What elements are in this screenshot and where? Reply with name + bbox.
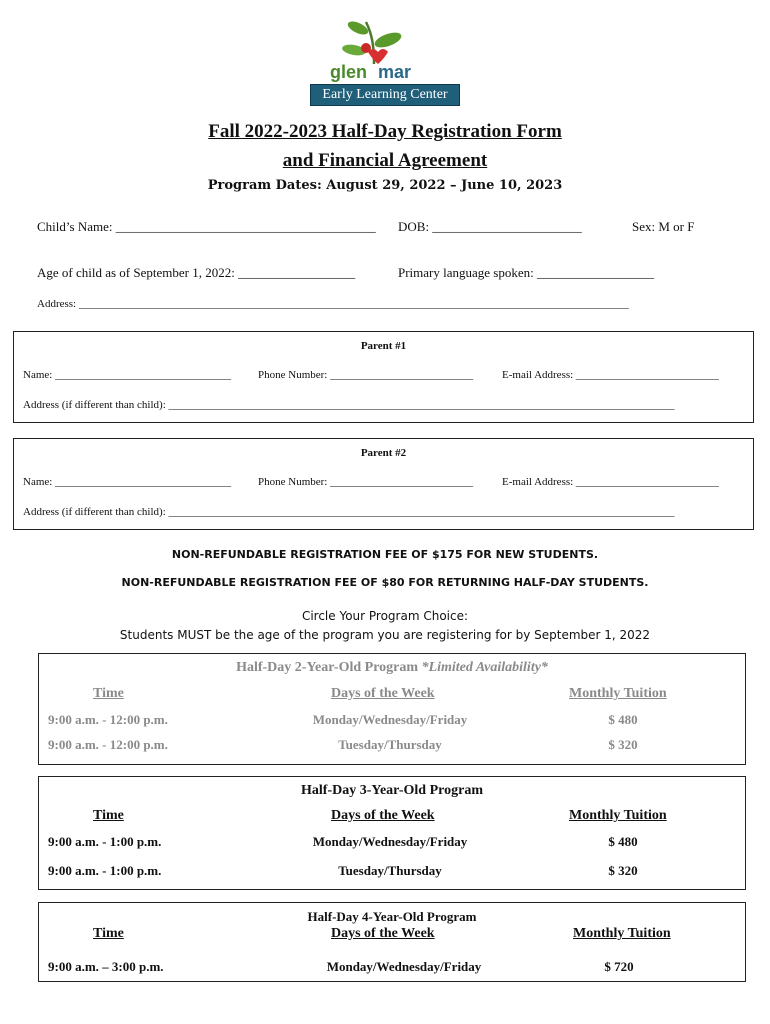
row-time: 9:00 a.m. - 1:00 p.m. bbox=[48, 863, 162, 878]
language-field[interactable]: Primary language spoken: __________________ bbox=[398, 265, 654, 280]
col-time: Time bbox=[93, 926, 124, 941]
col-days: Days of the Week bbox=[331, 926, 435, 941]
child-address-field[interactable]: Address: ____________________________________________________________________________________________________ bbox=[37, 298, 629, 310]
circle-choice-instruction: Circle Your Program Choice: bbox=[301, 609, 469, 623]
program-dates: Program Dates: August 29, 2022 – June 10, 2023 bbox=[207, 178, 563, 193]
sex-field[interactable]: Sex: M or F bbox=[632, 219, 695, 234]
logo-word-glen: glen bbox=[330, 62, 368, 82]
parent1-email-field[interactable]: E-mail Address: __________________________ bbox=[502, 369, 719, 381]
program-4yr-box[interactable] bbox=[38, 902, 746, 982]
row-tuition: $ 720 bbox=[604, 959, 634, 974]
program-2yr-title bbox=[39, 660, 745, 676]
age-field[interactable]: Age of child as of September 1, 2022: __________________ bbox=[37, 265, 356, 280]
glenmar-logo bbox=[308, 16, 463, 108]
sprout-icon bbox=[308, 16, 463, 66]
dob-field[interactable]: DOB: _______________________ bbox=[398, 219, 582, 234]
form-title-line2: and Financial Agreement bbox=[282, 150, 488, 171]
col-tuition: Monthly Tuition bbox=[569, 808, 667, 823]
child-name-field[interactable]: Child’s Name: ________________________________________ bbox=[37, 219, 376, 234]
col-tuition: Monthly Tuition bbox=[573, 926, 671, 941]
logo-banner: Early Learning Center bbox=[310, 84, 460, 106]
row-tuition: $ 480 bbox=[608, 834, 638, 849]
row-time: 9:00 a.m. - 1:00 p.m. bbox=[48, 834, 162, 849]
row-days: Monday/Wednesday/Friday bbox=[326, 959, 482, 974]
program-3yr-box[interactable] bbox=[38, 776, 746, 890]
form-title-line1: Fall 2022-2023 Half-Day Registration Form bbox=[208, 121, 562, 142]
program-3yr-title: Half-Day 3-Year-Old Program bbox=[301, 783, 483, 798]
row-days: Monday/Wednesday/Friday bbox=[312, 712, 468, 727]
col-tuition: Monthly Tuition bbox=[569, 686, 667, 701]
col-days: Days of the Week bbox=[331, 686, 435, 701]
row-time: 9:00 a.m. – 3:00 p.m. bbox=[48, 959, 164, 974]
row-tuition: $ 480 bbox=[608, 712, 638, 727]
program-2yr-title-text: Half-Day 2-Year-Old Program bbox=[236, 660, 422, 675]
limited-availability-note: *Limited Availability* bbox=[421, 660, 548, 675]
row-tuition: $ 320 bbox=[608, 863, 638, 878]
row-days: Tuesday/Thursday bbox=[338, 737, 442, 752]
parent1-box bbox=[13, 331, 754, 423]
parent1-name-field[interactable]: Name: ________________________________ bbox=[23, 369, 232, 381]
logo-word-mar: mar bbox=[378, 62, 412, 82]
parent2-name-field[interactable]: Name: ________________________________ bbox=[23, 476, 232, 488]
row-tuition: $ 320 bbox=[608, 737, 638, 752]
program-2yr-box[interactable] bbox=[38, 653, 746, 765]
parent2-phone-field[interactable]: Phone Number: __________________________ bbox=[258, 476, 474, 488]
parent2-heading: Parent #2 bbox=[360, 447, 407, 459]
row-time: 9:00 a.m. - 12:00 p.m. bbox=[48, 712, 168, 727]
parent1-address-field[interactable]: Address (if different than child): ____________________________________________________________________________________________ bbox=[23, 399, 675, 411]
fee-new-students: NON-REFUNDABLE REGISTRATION FEE OF $175 FOR NEW STUDENTS. bbox=[171, 548, 599, 561]
parent2-address-field[interactable]: Address (if different than child): ____________________________________________________________________________________________ bbox=[23, 506, 675, 518]
row-days: Tuesday/Thursday bbox=[338, 863, 442, 878]
col-time: Time bbox=[93, 686, 124, 701]
fee-returning-students: NON-REFUNDABLE REGISTRATION FEE OF $80 FOR RETURNING HALF-DAY STUDENTS. bbox=[121, 576, 649, 589]
age-requirement-note: Students MUST be the age of the program you are registering for by September 1, 2022 bbox=[119, 628, 651, 642]
parent1-phone-field[interactable]: Phone Number: __________________________ bbox=[258, 369, 474, 381]
parent1-heading: Parent #1 bbox=[360, 340, 407, 352]
parent2-email-field[interactable]: E-mail Address: __________________________ bbox=[502, 476, 719, 488]
col-time: Time bbox=[93, 808, 124, 823]
col-days: Days of the Week bbox=[331, 808, 435, 823]
row-days: Monday/Wednesday/Friday bbox=[312, 834, 468, 849]
program-4yr-title: Half-Day 4-Year-Old Program bbox=[307, 909, 477, 924]
row-time: 9:00 a.m. - 12:00 p.m. bbox=[48, 737, 168, 752]
parent2-box bbox=[13, 438, 754, 530]
